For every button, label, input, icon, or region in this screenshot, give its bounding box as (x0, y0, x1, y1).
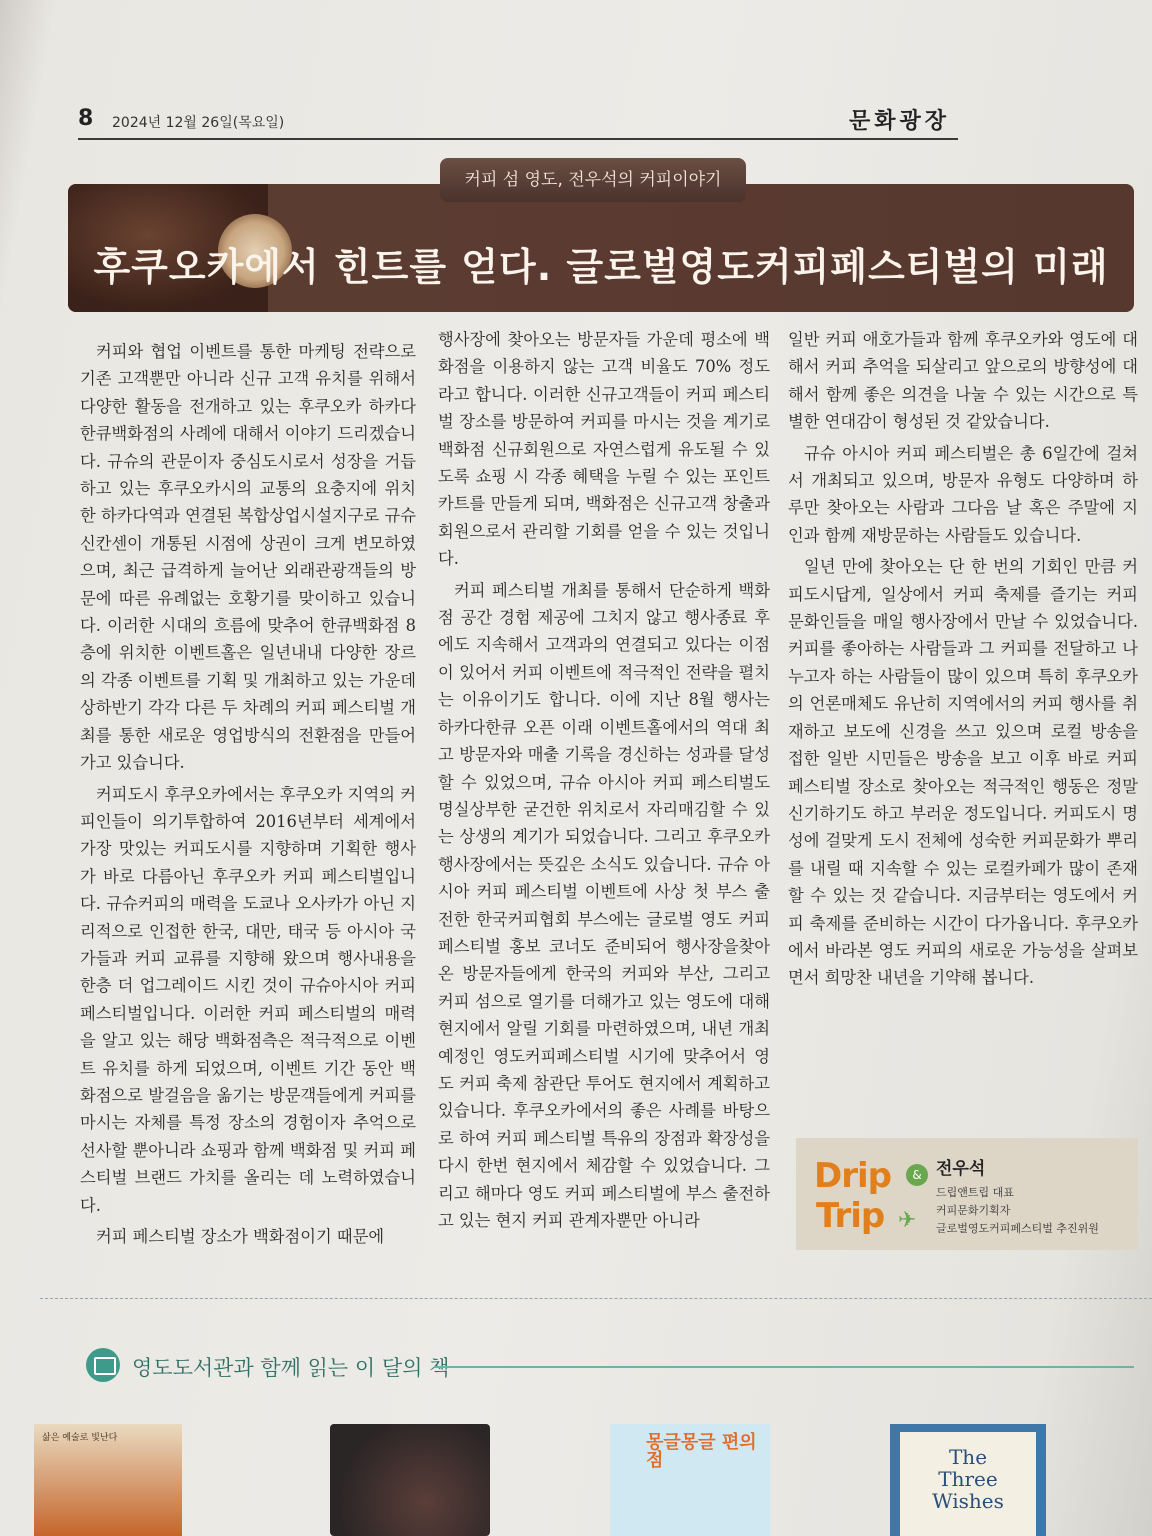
series-tag: 커피 섬 영도, 전우석의 커피이야기 (440, 158, 746, 202)
book-cover-1 (34, 1424, 182, 1536)
author-name: 전우석 (936, 1159, 986, 1179)
article-column-1 (80, 338, 416, 1250)
issue-date: 2024년 12월 26일(목요일) (112, 115, 285, 131)
section-title: 문화광장 (848, 109, 950, 134)
paragraph: 커피 페스티벌 장소가 백화점이기 때문에 (96, 1227, 385, 1246)
paragraph: 커피와 협업 이벤트를 통한 마케팅 전략으로 기존 고객뿐만 아니라 신규 고객 유치를 위해서 다양한 활동을 전개하고 있는 후쿠오카 하카다한큐백화점의 사례에 대해서 이야기 드리겠습니다. 규슈의 관문이자 중심도시로서 성장을 거듭하고 있는 후쿠오카시의 교통의 요충지에 위치한 하카다역과 연결된 복합상업시설지구로 규슈신칸센이 개통된 시점에 상권이 크게 변모하였으며, 최근 급격하게 늘어난 외래관광객들의 방문에 따른 유례없는 호황기를 맞이하고 있습니다. 이러한 시대의 흐름에 맞추어 한큐백화점 8층에 위치한 이벤트홀은 일년내내 다양한 장르의 각종 이벤트를 기획 및 개최하고 있는 가운데 상하반기 각각 다른 두 차례의 커피 페스티벌 개최를 통한 새로운 영업방식의 전환점을 만들어 가고 있습니다. (80, 342, 416, 773)
headline: 후쿠오카에서 힌트를 얻다. 글로벌영도커피페스티벌의 미래 (93, 245, 1109, 289)
book-cover-panel (900, 1432, 1036, 1536)
page-number: 8 (78, 106, 94, 131)
page-header (78, 104, 958, 140)
books-divider (434, 1366, 1134, 1368)
logo-word-trip: Trip (816, 1196, 885, 1236)
author-role: 글로벌영도커피페스티벌 추진위원 (936, 1222, 1099, 1235)
book-title: The Three Wishes (932, 1445, 1004, 1513)
book-title: 몽글몽글 편의점 (646, 1432, 757, 1471)
author-role: 드립앤트립 대표 (936, 1186, 1014, 1199)
paragraph: 규슈 아시아 커피 페스티벌은 총 6일간에 걸쳐서 개최되고 있으며, 방문자 유형도 다양하며 하루만 찾아오는 사람과 그다음 날 혹은 주말에 지인과 함께 재방문하는 사람들도 있습니다. (788, 443, 1138, 545)
paragraph: 커피도시 후쿠오카에서는 후쿠오카 지역의 커피인들이 의기투합하여 2016년부터 세계에서 가장 맛있는 커피도시를 지향하며 기획한 행사가 바로 다름아닌 후쿠오카 커피 페스티벌입니다. 규슈커피의 매력을 도쿄나 오사카가 아닌 지리적으로 인접한 한국, 대만, 태국 등 아시아 국가들과 커피 교류를 지향해 왔으며 행사내용을 한층 더 업그레이드 시킨 것이 규슈아시아 커피 페스티벌입니다. 이러한 커피 페스티벌의 매력을 알고 있는 해당 백화점측은 적극적으로 이벤트 유치를 하게 되었으며, 이벤트 기간 동안 백화점으로 발걸음을 옮기는 방문객들에게 커피를 마시는 자체를 특정 장소의 경험이자 추억으로 선사할 뿐아니라 쇼핑과 함께 백화점 및 커피 페스티벌 브랜드 가치를 올리는 데 노력하였습니다. (80, 784, 416, 1215)
paragraph: 행사장에 찾아오는 방문자들 가운데 평소에 백화점을 이용하지 않는 고객 비율도 70% 정도라고 합니다. 이러한 신규고객들이 커피 페스티벌 장소를 방문하여 커피를 마시는 것을 계기로 백화점 신규회원으로 자연스럽게 유도될 수 있도록 쇼핑 시 각종 혜택을 누릴 수 있는 포인트카트를 만들게 되며, 백화점은 신규고객 창출과 회원으로서 관리할 기회를 얻을 수 있는 것입니다. (438, 330, 770, 569)
books-section-header (34, 1348, 1134, 1382)
drip-trip-logo (814, 1156, 926, 1238)
book-cover-3 (610, 1424, 770, 1536)
paragraph: 일반 커피 애호가들과 함께 후쿠오카와 영도에 대해서 커피 추억을 되살리고 앞으로의 방향성에 대해서 함께 좋은 의견을 나눌 수 있는 시간으로 특별한 연대감이 형성된 것 같았습니다. (788, 330, 1138, 432)
paragraph: 일년 만에 찾아오는 단 한 번의 기회인 만큼 커피도시답게, 일상에서 커피 축제를 즐기는 커피 문화인들을 매일 행사장에서 만날 수 있었습니다. 커피를 좋아하는 사람들과 그 커피를 전달하고 나누고자 하는 사람들이 많이 있으며 특히 후쿠오카의 언론매체도 유난히 지역에서의 커피 행사를 취재하고 보도에 신경을 쓰고 있으며 로컬 방송을 접한 일반 시민들은 방송을 보고 이후 바로 커피 페스티벌 장소로 찾아오는 적극적인 행동은 정말 신기하기도 하고 부러운 정도입니다. 커피도시 명성에 걸맞게 도시 전체에 성숙한 커피문화가 뿌리를 내릴 때 지속할 수 있는 로컬카페가 많이 존재할 수 있는 것 같습니다. 지금부터는 영도에서 커피 축제를 준비하는 시간이 다가옵니다. 후쿠오카에서 바라본 영도 커피의 새로운 가능성을 살펴보면서 희망찬 내년을 기약해 봅니다. (788, 557, 1138, 988)
author-box (796, 1138, 1138, 1250)
books-section-title: 영도도서관과 함께 읽는 이 달의 책 (132, 1356, 450, 1380)
headline-banner (68, 184, 1134, 312)
logo-word-drip: Drip (814, 1156, 891, 1196)
book-cover-2 (330, 1424, 490, 1536)
airplane-icon: ✈ (898, 1208, 917, 1233)
article-column-2 (438, 326, 770, 1234)
section-divider (40, 1298, 1152, 1299)
book-title: 삶은 예술로 빛난다 (42, 1433, 118, 1443)
logo-ampersand: & (906, 1164, 928, 1186)
author-role: 커피문화기획자 (936, 1204, 1011, 1217)
book-icon (86, 1348, 120, 1382)
paragraph: 커피 페스티벌 개최를 통해서 단순하게 백화점 공간 경험 제공에 그치지 않고 행사종료 후에도 지속해서 고객과의 연결되고 있다는 이점이 있어서 커피 이벤트에 적극적인 전략을 펼치는 이유이기도 합니다. 이에 지난 8월 행사는 하카다한큐 오픈 이래 이벤트홀에서의 역대 최고 방문자와 매출 기록을 경신하는 성과를 달성할 수 있었으며, 규슈 아시아 커피 페스티벌도 명실상부한 굳건한 위치로서 자리매김할 수 있는 상생의 계기가 되었습니다. 그리고 후쿠오카 행사장에서는 뜻깊은 소식도 있습니다. 규슈 아시아 커피 페스티벌 이벤트에 사상 첫 부스 출전한 한국커피협회 부스에는 글로벌 영도 커피 페스티벌 홍보 코너도 준비되어 행사장을찾아온 방문자들에게 한국의 커피와 부산, 그리고 커피 섬으로 열기를 더해가고 있는 영도에 대해 현지에서 알릴 기회를 마련하였으며, 내년 개최 예정인 영도커피페스티벌 시기에 맞추어서 영도 커피 축제 참관단 투어도 현지에서 계획하고 있습니다. 후쿠오카에서의 좋은 사례를 바탕으로 하여 커피 페스티벌 특유의 장점과 확장성을 다시 한번 현지에서 체감할 수 있었습니다. 그리고 해마다 영도 커피 페스티벌에 부스 출전하고 있는 현지 커피 관계자뿐만 아니라 (438, 580, 770, 1230)
book-cover-4 (890, 1424, 1046, 1536)
article-column-3 (788, 326, 1138, 992)
